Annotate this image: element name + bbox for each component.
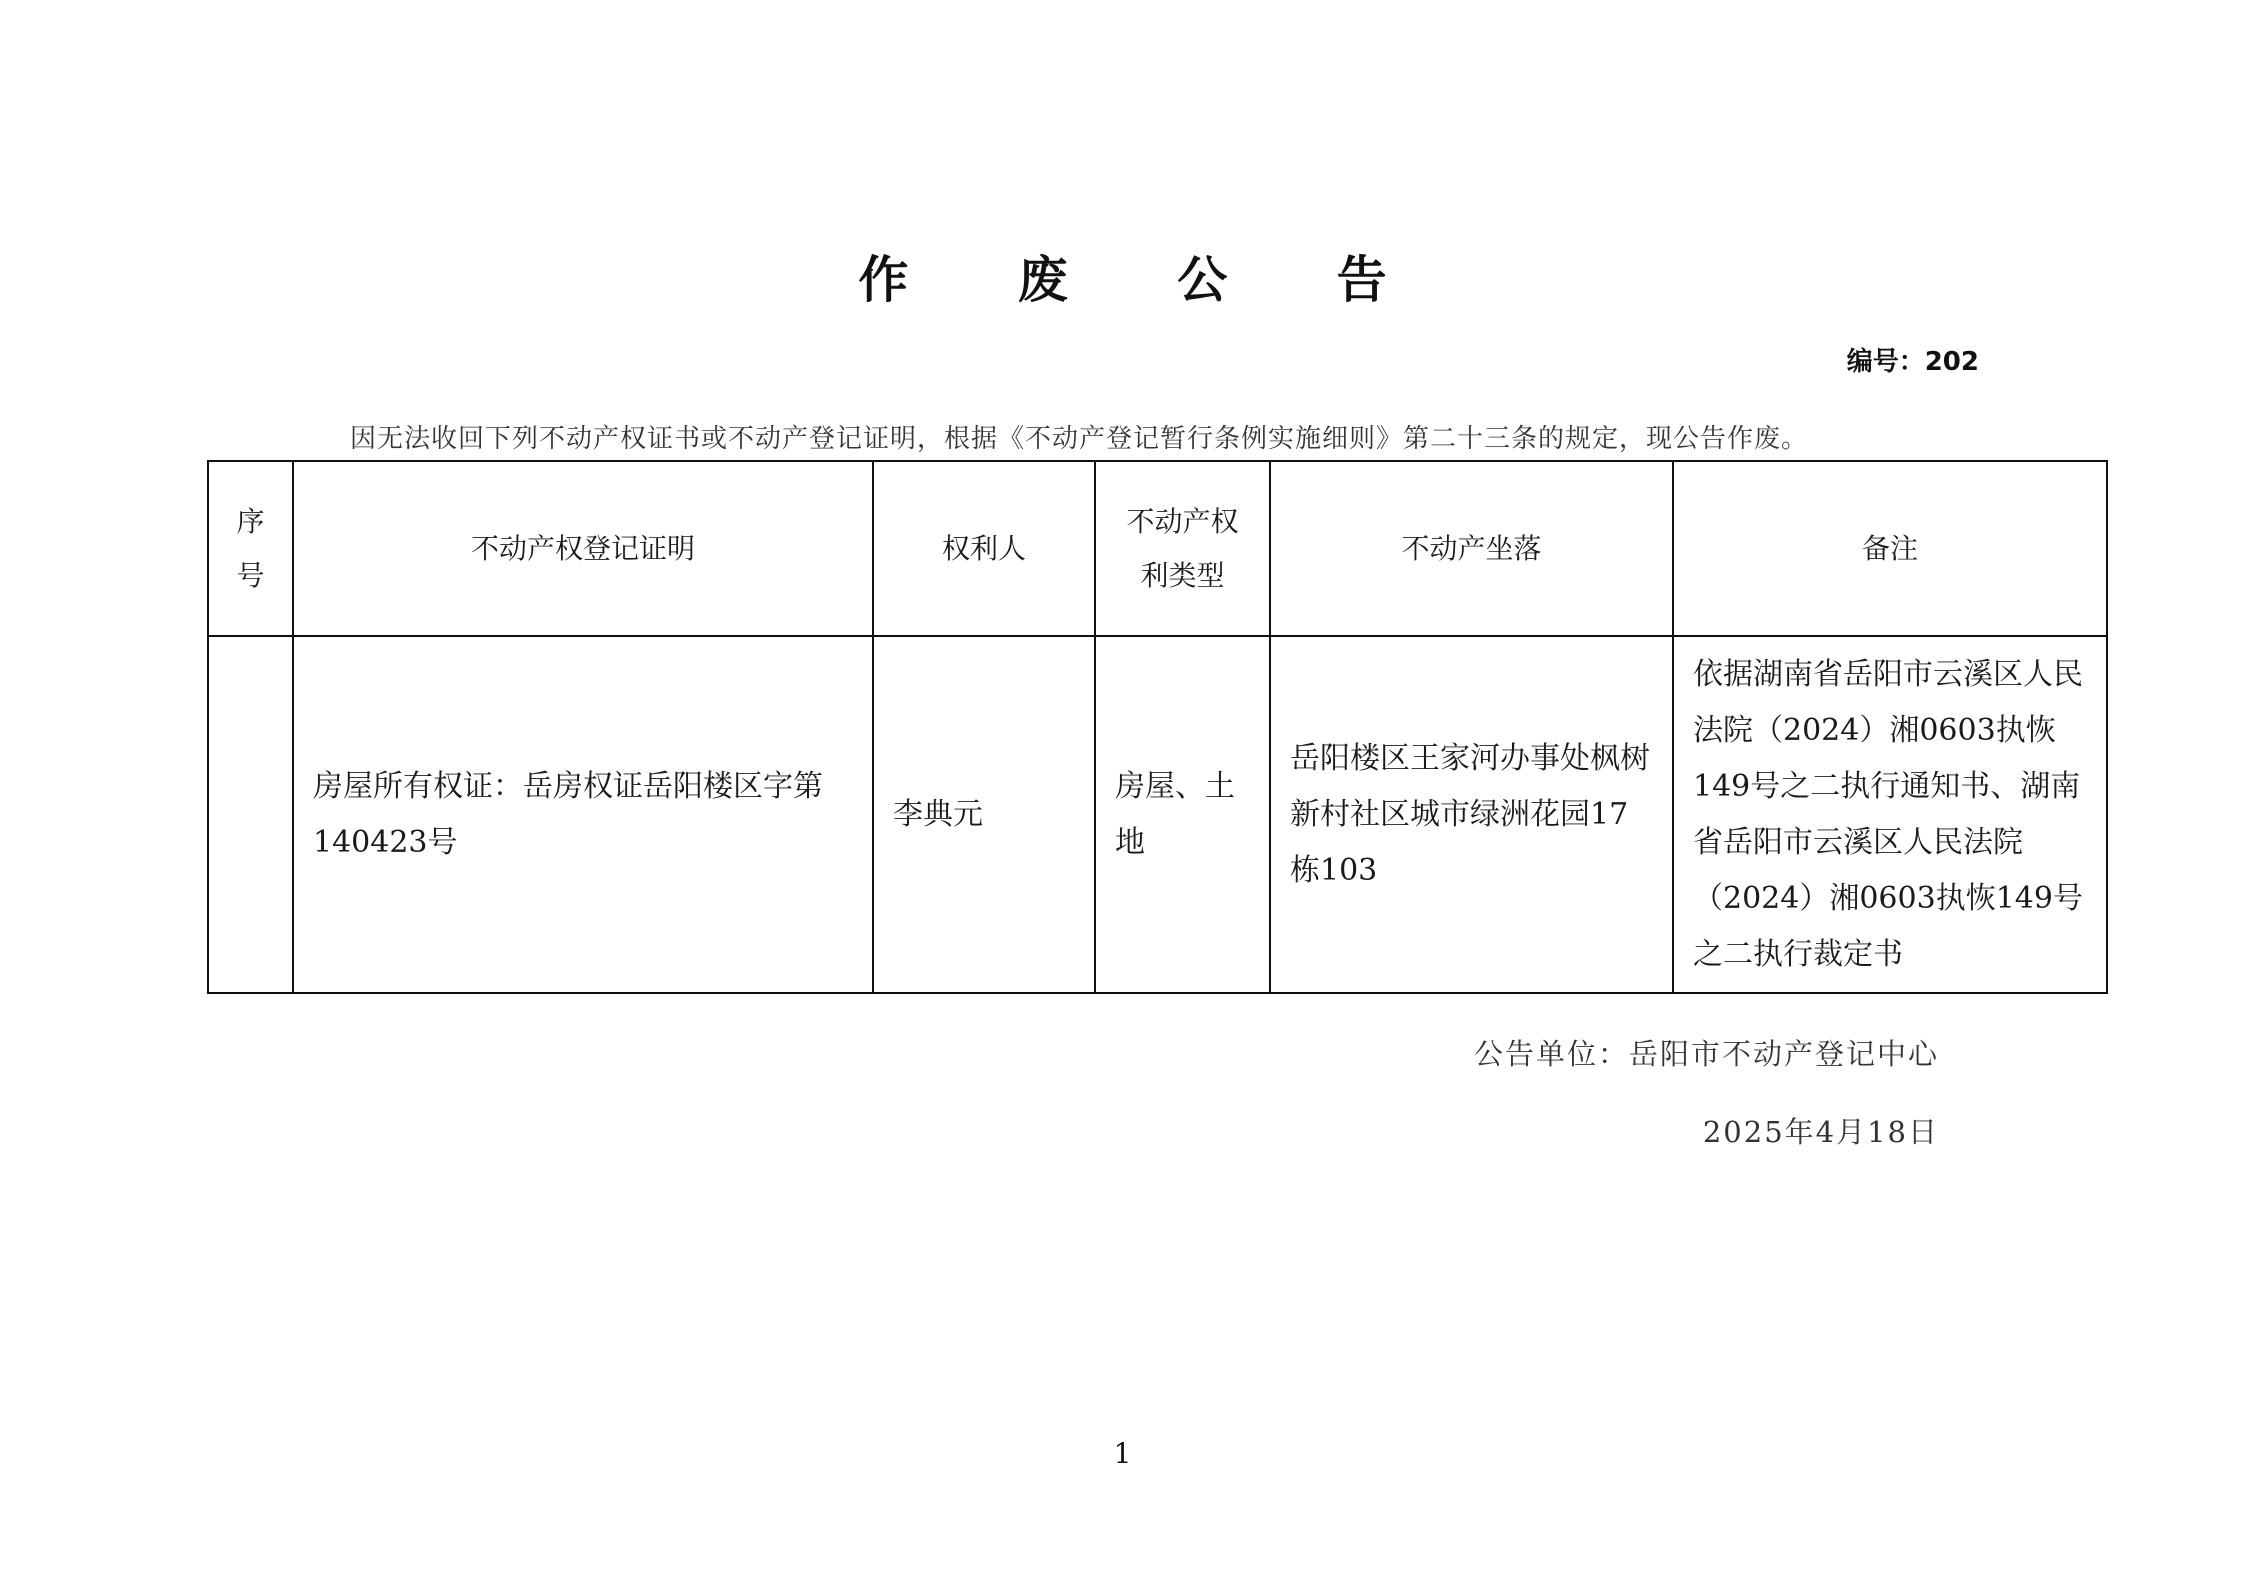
cell-certificate: 房屋所有权证：岳房权证岳阳楼区字第140423号	[293, 636, 873, 993]
notice-title: 作 废 公 告	[858, 251, 1433, 309]
page-number: 1	[1113, 1437, 1132, 1470]
header-location: 不动产坐落	[1270, 461, 1673, 636]
header-seq: 序号	[208, 461, 293, 636]
table-header-row	[208, 461, 2107, 636]
void-notice-table	[207, 460, 2108, 994]
table-row	[208, 636, 2107, 993]
cell-right-type: 房屋、土地	[1095, 636, 1270, 993]
cell-location: 岳阳楼区王家河办事处枫树新村社区城市绿洲花园17栋103	[1270, 636, 1673, 993]
header-remarks: 备注	[1673, 461, 2107, 636]
issuing-unit: 公告单位：岳阳市不动产登记中心	[1473, 1037, 1939, 1071]
serial-number: 编号：202	[1846, 347, 1979, 377]
cell-seq	[208, 636, 293, 993]
cell-remarks: 依据湖南省岳阳市云溪区人民法院（2024）湘0603执恢149号之二执行通知书、湖南省岳阳市云溪区人民法院（2024）湘0603执恢149号之二执行裁定书	[1673, 636, 2107, 993]
cell-holder: 李典元	[873, 636, 1095, 993]
header-right-type: 不动产权利类型	[1095, 461, 1270, 636]
issue-date: 2025年4月18日	[1702, 1115, 1939, 1149]
intro-text: 因无法收回下列不动产权证书或不动产登记证明，根据《不动产登记暂行条例实施细则》第二十三条的规定，现公告作废。	[350, 424, 1809, 454]
header-holder: 权利人	[873, 461, 1095, 636]
header-certificate: 不动产权登记证明	[293, 461, 873, 636]
